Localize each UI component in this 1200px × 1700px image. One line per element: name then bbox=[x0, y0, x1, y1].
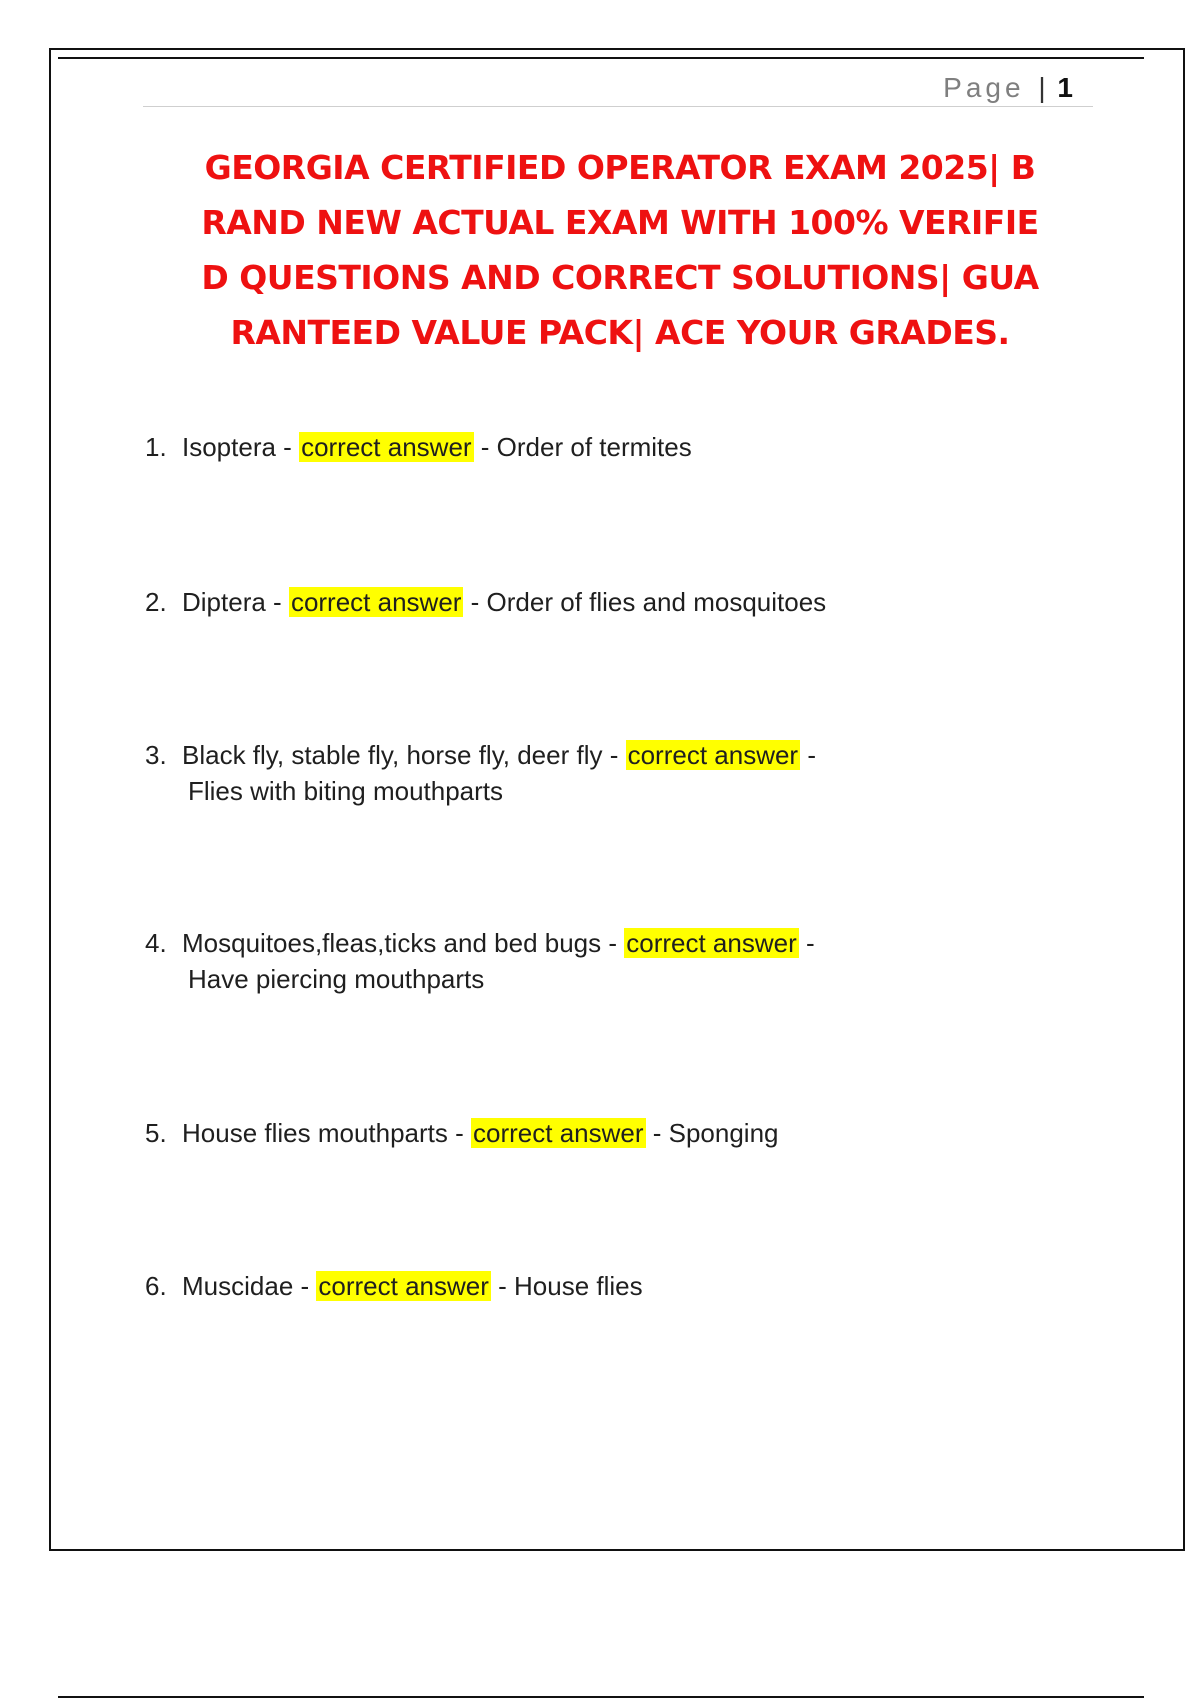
qa-answer: House flies bbox=[514, 1271, 643, 1301]
qa-answer: Sponging bbox=[668, 1118, 779, 1148]
correct-answer-label: correct answer bbox=[626, 928, 797, 958]
qa-question: Diptera bbox=[182, 587, 266, 617]
title-line: GEORGIA CERTIFIED OPERATOR EXAM 2025| B bbox=[204, 148, 1036, 187]
correct-answer-label: correct answer bbox=[290, 587, 462, 617]
document-title bbox=[140, 140, 1100, 360]
correct-answer-label: correct answer bbox=[301, 432, 472, 462]
qa-item: 5. House flies mouthparts - correct answer - Sponging bbox=[145, 1115, 945, 1151]
qa-item: 4. Mosquitoes,fleas,ticks and bed bugs - correct answer - Have piercing mouthparts bbox=[145, 925, 945, 997]
qa-number: 5. bbox=[145, 1118, 167, 1148]
correct-answer-label: correct answer bbox=[473, 1118, 644, 1148]
qa-item: 6. Muscidae - correct answer - House flies bbox=[145, 1268, 945, 1304]
page-number bbox=[943, 72, 1073, 104]
page-number-value: 1 bbox=[1057, 72, 1073, 103]
qa-number: 1. bbox=[145, 432, 167, 462]
qa-question: House flies mouthparts bbox=[182, 1118, 448, 1148]
qa-number: 3. bbox=[145, 740, 167, 770]
title-line: D QUESTIONS AND CORRECT SOLUTIONS| GUA bbox=[201, 258, 1039, 297]
page-separator: | bbox=[1038, 72, 1046, 103]
title-line: RANTEED VALUE PACK| ACE YOUR GRADES. bbox=[230, 313, 1010, 352]
correct-answer-label: correct answer bbox=[627, 740, 799, 770]
title-line: RAND NEW ACTUAL EXAM WITH 100% VERIFIE bbox=[201, 203, 1039, 242]
qa-answer: Have piercing mouthparts bbox=[188, 964, 485, 994]
correct-answer-label: correct answer bbox=[318, 1271, 489, 1301]
qa-answer: Order of flies and mosquitoes bbox=[486, 587, 827, 617]
qa-question: Black fly, stable fly, horse fly, deer fly bbox=[182, 740, 603, 770]
page-header bbox=[143, 68, 1093, 107]
qa-answer: Order of termites bbox=[496, 432, 692, 462]
qa-item: 1. Isoptera - correct answer - Order of termites bbox=[145, 429, 945, 465]
page-label: Page bbox=[943, 72, 1025, 103]
qa-question: Muscidae bbox=[182, 1271, 294, 1301]
top-rule bbox=[58, 57, 1144, 59]
qa-question: Mosquitoes,fleas,ticks and bed bugs bbox=[182, 928, 602, 958]
qa-item: 3. Black fly, stable fly, horse fly, deer fly - correct answer - Flies with biting mouthparts bbox=[145, 737, 945, 809]
qa-question: Isoptera bbox=[182, 432, 276, 462]
qa-item: 2. Diptera - correct answer - Order of flies and mosquitoes bbox=[145, 584, 945, 620]
qa-answer: Flies with biting mouthparts bbox=[188, 776, 504, 806]
qa-number: 4. bbox=[145, 928, 167, 958]
qa-number: 2. bbox=[145, 587, 167, 617]
qa-number: 6. bbox=[145, 1271, 167, 1301]
next-page-rule bbox=[58, 1696, 1144, 1698]
